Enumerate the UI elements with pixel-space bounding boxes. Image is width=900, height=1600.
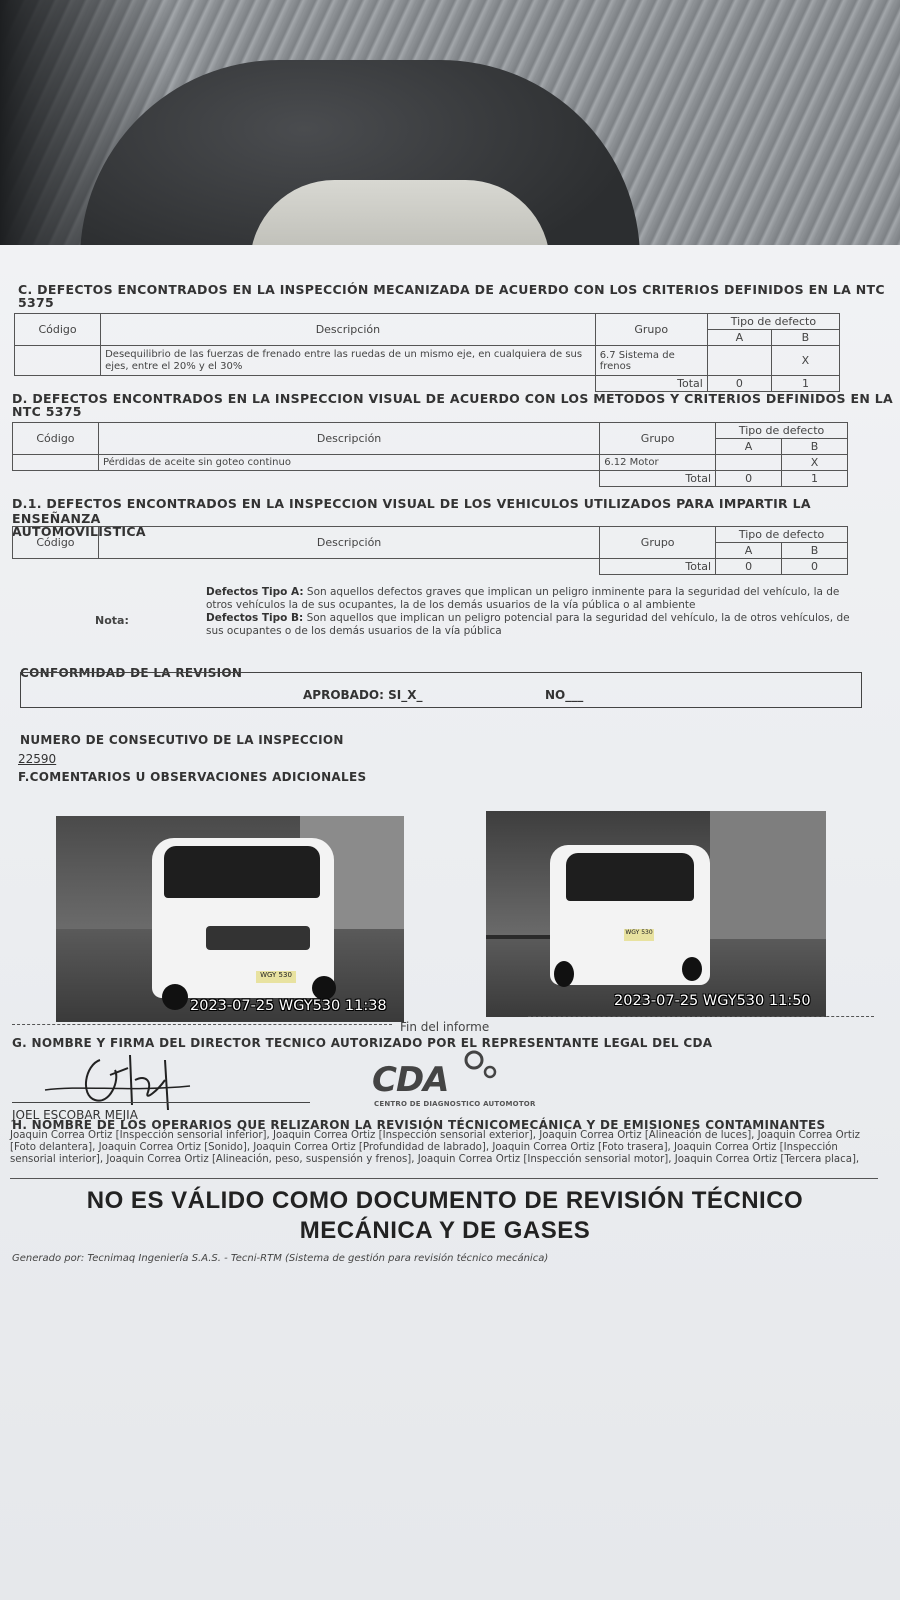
- section-d1-title: D.1. DEFECTOS ENCONTRADOS EN LA INSPECCION VISUAL DE LOS VEHICULOS UTILIZADOS PARA IMPARTIR LA ENSEÑANZA AUTOMOVILISTICA: [12, 496, 811, 539]
- section-d-table: Código Descripción Grupo Tipo de defecto A B Pérdidas de aceite sin goteo continuo 6.12 Motor X Total 0 1: [12, 422, 848, 487]
- consecutivo-title: NUMERO DE CONSECUTIVO DE LA INSPECCION: [20, 733, 344, 747]
- section-g-title: G. NOMBRE Y FIRMA DEL DIRECTOR TECNICO AUTORIZADO POR EL REPRESENTANTE LEGAL DEL CDA: [12, 1036, 713, 1050]
- vehicle-photo-front: [56, 816, 404, 1022]
- photo-timestamp: 2023-07-25 WGY530 11:38: [190, 998, 387, 1014]
- consecutivo-value: 22590: [18, 752, 57, 766]
- col-codigo: Código: [15, 314, 101, 346]
- col-b: B: [771, 330, 839, 346]
- director-name: JOEL ESCOBAR MEJIA: [12, 1108, 138, 1122]
- col-tipo: Tipo de defecto: [707, 314, 839, 330]
- col-grupo: Grupo: [595, 314, 707, 346]
- divider: [528, 1016, 874, 1017]
- row-descripcion: Desequilibrio de las fuerzas de frenado entre las ruedas de un mismo eje, en cualquiera de sus ejes, entre el 20% y el 30%: [101, 346, 596, 376]
- fin-informe: Fin del informe: [400, 1020, 490, 1034]
- divider: [12, 1024, 392, 1025]
- aprobado-si: APROBADO: SI_X_: [303, 688, 423, 702]
- table-row: [13, 455, 848, 471]
- total-label: Total: [595, 376, 707, 392]
- section-h-title: H. NOMBRE DE LOS OPERARIOS QUE RELIZARON LA REVISIÓN TÉCNICOMECÁNICA Y DE EMISIONES CONTAMINANTES: [12, 1118, 826, 1132]
- col-descripcion: Descripción: [101, 314, 596, 346]
- row-descripcion: Pérdidas de aceite sin goteo continuo: [98, 455, 599, 471]
- total-a: 0: [707, 376, 771, 392]
- nota-label: Nota:: [95, 614, 129, 627]
- conformidad-box: [20, 672, 862, 708]
- section-d1-table: Código Descripción Grupo Tipo de defecto A B Total 0 0: [12, 526, 848, 575]
- row-b-mark: X: [771, 346, 839, 376]
- row-b-mark: X: [782, 455, 848, 471]
- divider: [10, 1178, 878, 1179]
- generated-by: Generado por: Tecnimaq Ingeniería S.A.S. - Tecni-RTM (Sistema de gestión para revisión técnico mecánica): [12, 1253, 549, 1264]
- section-d-title: D. DEFECTOS ENCONTRADOS EN LA INSPECCION VISUAL DE ACUERDO CON LOS METODOS Y CRITERIOS DEFINIDOS EN LA NTC 5375: [12, 391, 893, 419]
- invalid-notice: NO ES VÁLIDO COMO DOCUMENTO DE REVISIÓN TÉCNICO MECÁNICA Y DE GASES: [86, 1187, 804, 1244]
- signature-line: [12, 1102, 310, 1103]
- row-grupo: 6.12 Motor: [600, 455, 716, 471]
- section-c-title: C. DEFECTOS ENCONTRADOS EN LA INSPECCIÓN MECANIZADA DE ACUERDO CON LOS CRITERIOS DEFINIDOS EN LA NTC 5375: [18, 282, 885, 310]
- comentarios-title: F.COMENTARIOS U OBSERVACIONES ADICIONALES: [18, 770, 367, 784]
- conformidad-title: CONFORMIDAD DE LA REVISION: [20, 666, 243, 680]
- total-b: 1: [771, 376, 839, 392]
- photo-timestamp: 2023-07-25 WGY530 11:50: [614, 993, 811, 1009]
- operarios-list: Joaquin Correa Ortiz [Inspección sensorial inferior], Joaquin Correa Ortiz [Inspección sensorial exterior], Joaquin Correa Ortiz [Alineación de luces], Joaquin Correa Ortiz [Foto delantera], Joaquin Correa Ortiz [Sonido], Joaquin Correa Ortiz [Profundidad de labrado], Joaquin Correa Ortiz [Foto trasera], Joaquin Correa Ortiz [Inspección sensorial interior], Joaquin Correa Ortiz [Alineación, peso, suspensión y frenos], Joaquin Correa Ortiz [Inspección sensorial motor], Joaquin Correa Ortiz [Tercera placa],: [10, 1130, 861, 1166]
- license-plate: WGY 530: [256, 971, 296, 983]
- nota-tipo-a: Defectos Tipo A: Son aquellos defectos graves que implican un peligro inminente para la seguridad del vehículo, la de otros vehículos la de sus ocupantes, la de los demás usuarios de la vía pública o al ambiente: [206, 586, 840, 611]
- row-grupo: 6.7 Sistema de frenos: [595, 346, 707, 376]
- section-c-table: [14, 313, 840, 392]
- nota-tipo-b: Defectos Tipo B: Son aquellos que implican un peligro potencial para la seguridad del vehículo, la de otros vehículos, de sus ocupantes o de los demás usuarios de la vía pública: [206, 612, 850, 637]
- cda-logo: CDA: [372, 1060, 449, 1100]
- gear-icon: [464, 1048, 504, 1084]
- aprobado-no: NO___: [545, 688, 584, 702]
- vehicle-photo-rear: [486, 811, 826, 1017]
- col-a: A: [707, 330, 771, 346]
- cda-logo-subtitle: CENTRO DE DIAGNOSTICO AUTOMOTOR: [374, 1100, 536, 1108]
- table-row: [15, 346, 840, 376]
- license-plate: WGY 530: [624, 929, 654, 941]
